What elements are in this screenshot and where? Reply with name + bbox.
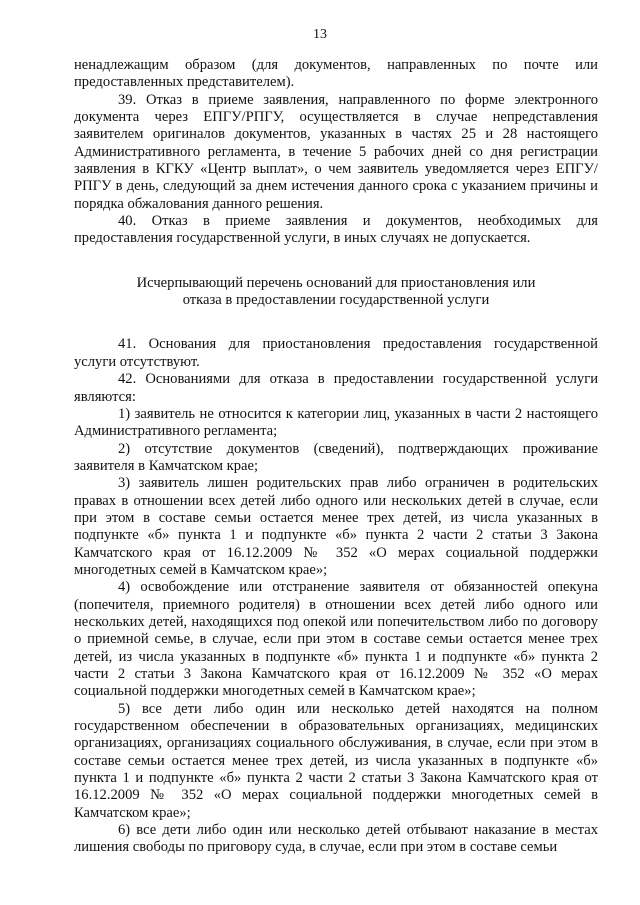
page-number: 13: [313, 27, 327, 42]
list-item-4: 4) освобождение или отстранение заявителя от обязанностей опекуна (попечителя, приемного родителя) в отношении всех детей либо одного или нескольких детей, находящихся под опекой или попечительством либо по договору о приемной семье, в случае, если при этом в составе семьи остается менее трех детей, из числа указанных в подпункте «б» пункта 1 и подпункте «б» пункта 2 части 2 статьи 3 Закона Камчатского края от 16.12.2009 № 352 «О мерах социальной поддержки многодетных семей в Камчатском крае»;: [74, 579, 598, 700]
list-item-3: 3) заявитель лишен родительских прав либо ограничен в родительских правах в отношении всех детей либо одного или нескольких детей в случае, если при этом в составе семьи остается менее трех детей, из числа указанных в подпункте «б» пункта 1 и подпункте «б» пункта 2 части 2 статьи 3 Закона Камчатского края от 16.12.2009 № 352 «О мерах социальной поддержки многодетных семей в Камчатском крае»;: [74, 475, 598, 578]
paragraph-39: 39. Отказ в приеме заявления, направленного по форме электронного документа через ЕПГУ/РПГУ, осуществляется в случае непредставления заявителем оригиналов документов, указанных в частях 25 и 28 настоящего Административного регламента, в течение 5 рабочих дней со дня регистрации заявления в КГКУ «Центр выплат», о чем заявитель уведомляется через ЕПГУ/РПГУ в день, следующий за днем истечения данного срока с указанием причины и порядка обжалования данного решения.: [74, 91, 598, 212]
paragraph-42: 42. Основаниями для отказа в предоставлении государственной услуги являются:: [74, 371, 598, 405]
list-item-2: 2) отсутствие документов (сведений), подтверждающих проживание заявителя в Камчатском крае;: [74, 440, 598, 474]
list-item-5: 5) все дети либо один или несколько детей находятся на полном государственном обеспечении в образовательных организациях, медицинских организациях, организациях социального обслуживания, в случае, если при этом в составе семьи остается менее трех детей, из числа указанных в подпункте «б» пункта 1 и подпункте «б» пункта 2 части 2 статьи 3 Закона Камчатского края от 16.12.2009 № 352 «О мерах социальной поддержки многодетных семей в Камчатском крае»;: [74, 700, 598, 821]
document-body: [74, 57, 598, 857]
section-heading-line-2: отказа в предоставлении государственной услуги: [182, 292, 490, 309]
section-heading: [74, 275, 598, 310]
paragraph-41: 41. Основания для приостановления предоставления государственной услуги отсутствуют.: [74, 336, 598, 370]
section-heading-line-1: Исчерпывающий перечень оснований для приостановления или: [136, 274, 536, 291]
paragraph-continuation: ненадлежащим образом (для документов, направленных по почте или предоставленных представителем).: [74, 57, 598, 91]
list-item-1: 1) заявитель не относится к категории лиц, указанных в части 2 настоящего Административного регламента;: [74, 405, 598, 440]
paragraph-40: 40. Отказ в приеме заявления и документов, необходимых для предоставления государственной услуги, в иных случаях не допускается.: [74, 213, 598, 247]
list-item-6: 6) все дети либо один или несколько детей отбывают наказание в местах лишения свободы по приговору суда, в случае, если при этом в составе семьи: [74, 822, 598, 856]
